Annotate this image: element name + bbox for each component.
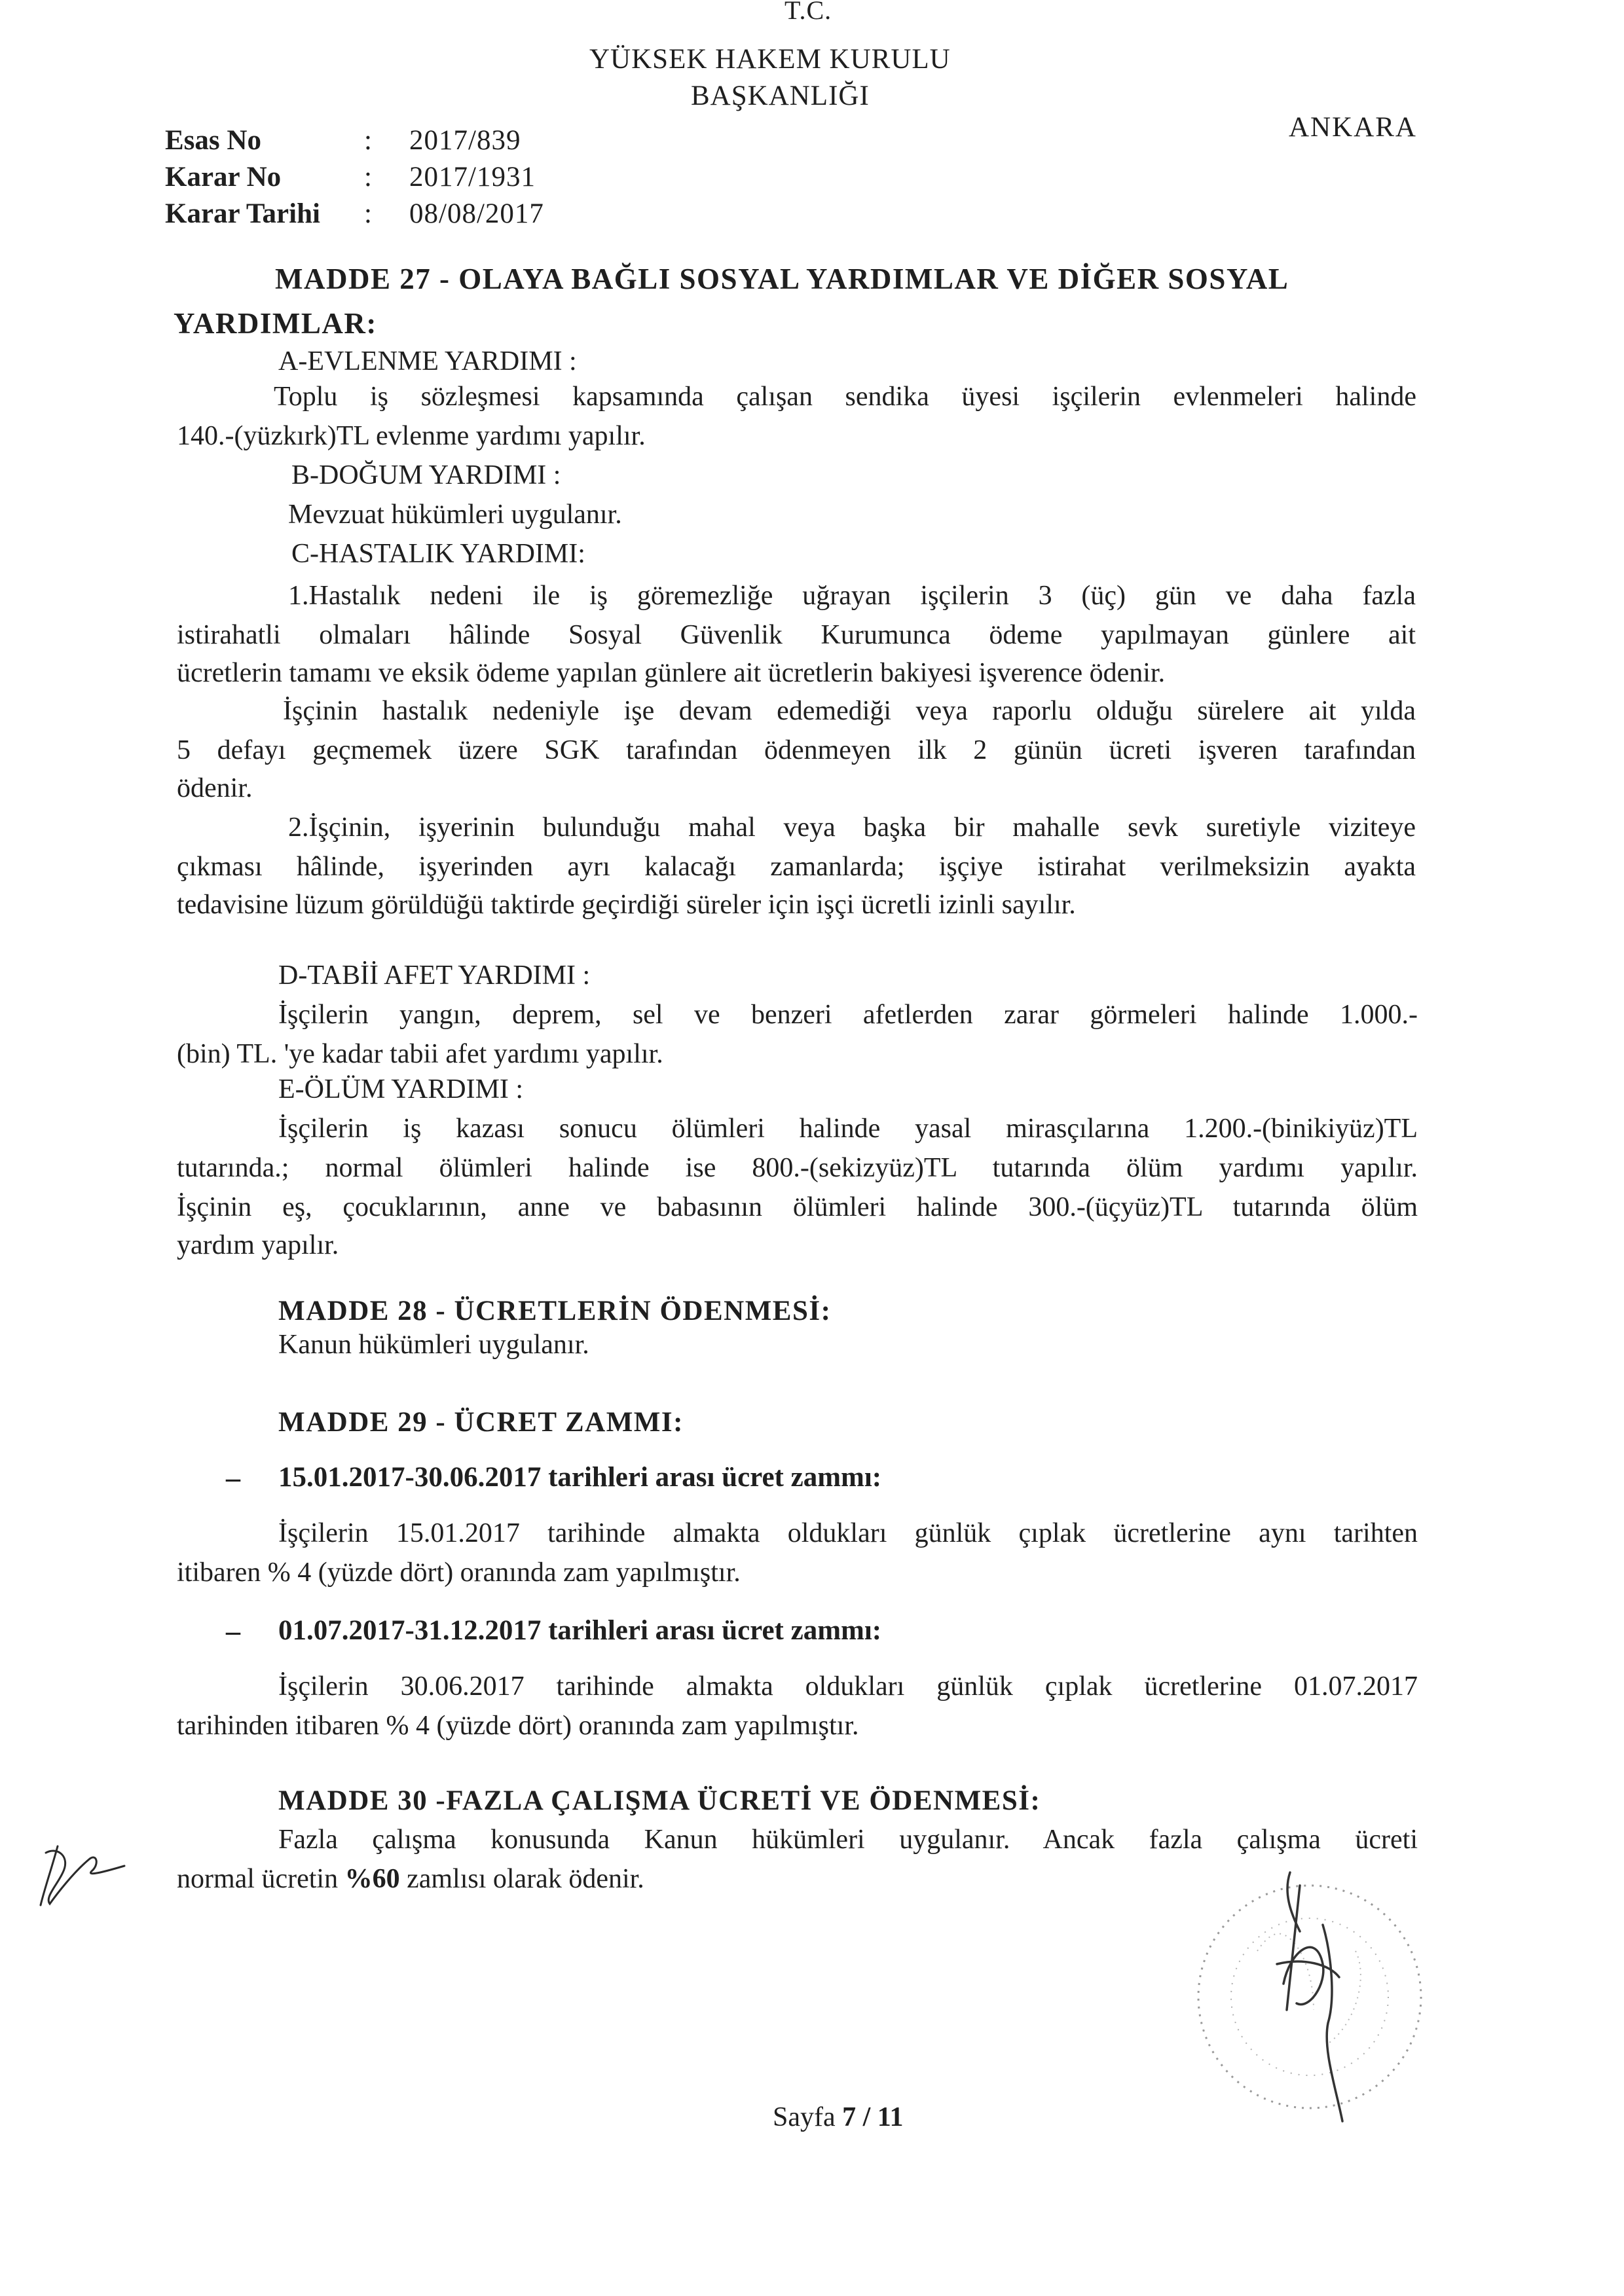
madde-28-title: MADDE 28 - ÜCRETLERİN ÖDENMESİ:	[278, 1296, 832, 1326]
section-d-text: İşçilerin yangın, deprem, sel ve benzeri afetlerden zarar görmeleri halinde 1.000.-	[278, 1000, 1418, 1030]
section-c1-text-cont: istirahatli olmaları hâlinde Sosyal Güvenlik Kurumunca ödeme yapılmayan günlere ait	[177, 620, 1416, 650]
madde-30-title: MADDE 30 -FAZLA ÇALIŞMA ÜCRETİ VE ÖDENMESİ:	[278, 1785, 1041, 1816]
karar-no-colon: :	[364, 162, 372, 192]
period-1-text: İşçilerin 15.01.2017 tarihinde almakta oldukları günlük çıplak ücretlerine aynı tarihten	[278, 1518, 1418, 1548]
section-a-heading: A-EVLENME YARDIMI :	[278, 346, 577, 376]
section-a-text-cont: 140.-(yüzkırk)TL evlenme yardımı yapılır.	[177, 421, 646, 451]
madde-30-text-cont	[177, 1863, 644, 1895]
madde-30-text-post: zamlısı olarak ödenir.	[399, 1864, 644, 1894]
section-c1-text-end: ücretlerin tamamı ve eksik ödeme yapılan günlere ait ücretlerin bakiyesi işverence ödenir.	[177, 658, 1166, 688]
karar-no-value: 2017/1931	[409, 162, 536, 192]
city-label: ANKARA	[1289, 112, 1417, 143]
section-c1b-text-end: ödenir.	[177, 773, 253, 803]
karar-tarihi-value: 08/08/2017	[409, 198, 544, 229]
period-1-text-cont: itibaren % 4 (yüzde dört) oranında zam yapılmıştır.	[177, 1558, 741, 1588]
madde-30-text: Fazla çalışma konusunda Kanun hükümleri uygulanır. Ancak fazla çalışma ücreti	[278, 1825, 1418, 1855]
section-c1b-text-cont: 5 defayı geçmemek üzere SGK tarafından ödenmeyen ilk 2 günün ücreti işveren tarafından	[177, 735, 1416, 765]
madde-28-text: Kanun hükümleri uygulanır.	[278, 1330, 589, 1360]
section-c-heading: C-HASTALIK YARDIMI:	[291, 539, 585, 569]
esas-no-label: Esas No	[165, 125, 261, 156]
overtime-rate: %60	[344, 1864, 400, 1894]
madde-27-title-cont: YARDIMLAR:	[174, 307, 377, 340]
madde-29-title: MADDE 29 - ÜCRET ZAMMI:	[278, 1407, 684, 1438]
section-c1b-text: İşçinin hastalık nedeniyle işe devam edemediği veya raporlu olduğu sürelere ait yılda	[283, 696, 1416, 726]
page-number: 7 / 11	[842, 2102, 904, 2132]
section-c1-text: 1.Hastalık nedeni ile iş göremezliğe uğrayan işçilerin 3 (üç) gün ve daha fazla	[288, 581, 1416, 611]
organization-name: YÜKSEK HAKEM KURULU	[589, 44, 951, 75]
section-c2-text-end: tedavisine lüzum görüldüğü taktirde geçirdiği süreler için işçi ücretli izinli sayılır.	[177, 890, 1076, 920]
page-label: Sayfa	[773, 2102, 843, 2132]
madde-30-text-pre: normal ücretin	[177, 1864, 345, 1894]
section-c2-text-cont: çıkması hâlinde, işyerinden ayrı kalacağı zamanlarda; işçiye istirahat verilmeksizin ayakta	[177, 852, 1416, 882]
tc-heading: T.C.	[784, 0, 832, 25]
section-a-text: Toplu iş sözleşmesi kapsamında çalışan sendika üyesi işçilerin evlenmeleri halinde	[274, 382, 1416, 412]
section-e-text-cont: tutarında.; normal ölümleri halinde ise 800.-(sekizyüz)TL tutarında ölüm yardımı yapılır.	[177, 1153, 1418, 1183]
karar-tarihi-colon: :	[364, 198, 372, 229]
section-e-text-end: yardım yapılır.	[177, 1230, 339, 1260]
seal-signature	[1277, 1872, 1342, 2121]
section-d-heading: D-TABİİ AFET YARDIMI :	[278, 960, 591, 991]
section-b-text: Mevzuat hükümleri uygulanır.	[288, 500, 622, 530]
handwritten-initials	[26, 1827, 131, 1925]
madde-27-title: MADDE 27 - OLAYA BAĞLI SOSYAL YARDIMLAR VE DİĞER SOSYAL	[275, 263, 1289, 295]
esas-no-colon: :	[364, 125, 372, 156]
period-1-bullet: –	[226, 1462, 240, 1494]
karar-no-label: Karar No	[165, 162, 282, 192]
karar-tarihi-label: Karar Tarihi	[165, 198, 320, 229]
section-e-text-cont2: İşçinin eş, çocuklarının, anne ve babasının ölümleri halinde 300.-(üçyüz)TL tutarında ölüm	[177, 1192, 1418, 1222]
section-e-heading: E-ÖLÜM YARDIMI :	[278, 1074, 524, 1104]
period-2-text-cont: tarihinden itibaren % 4 (yüzde dört) oranında zam yapılmıştır.	[177, 1711, 859, 1741]
period-2-text: İşçilerin 30.06.2017 tarihinde almakta oldukları günlük çıplak ücretlerine 01.07.2017	[278, 1671, 1418, 1702]
page-footer	[773, 2102, 904, 2133]
period-2-heading: 01.07.2017-31.12.2017 tarihleri arası ücret zammı:	[278, 1615, 882, 1646]
period-1-heading: 15.01.2017-30.06.2017 tarihleri arası ücret zammı:	[278, 1462, 882, 1493]
organization-department: BAŞKANLIĞI	[691, 81, 870, 111]
official-seal	[1159, 1853, 1460, 2128]
section-d-text-cont: (bin) TL. 'ye kadar tabii afet yardımı yapılır.	[177, 1039, 663, 1069]
esas-no-value: 2017/839	[409, 125, 521, 156]
section-e-text: İşçilerin iş kazası sonucu ölümleri halinde yasal mirasçılarına 1.200.-(binikiyüz)TL	[278, 1114, 1418, 1144]
section-c2-text: 2.İşçinin, işyerinin bulunduğu mahal veya başka bir mahalle sevk suretiyle viziteye	[288, 812, 1416, 843]
period-2-bullet: –	[226, 1615, 240, 1647]
section-b-heading: B-DOĞUM YARDIMI :	[291, 460, 561, 490]
